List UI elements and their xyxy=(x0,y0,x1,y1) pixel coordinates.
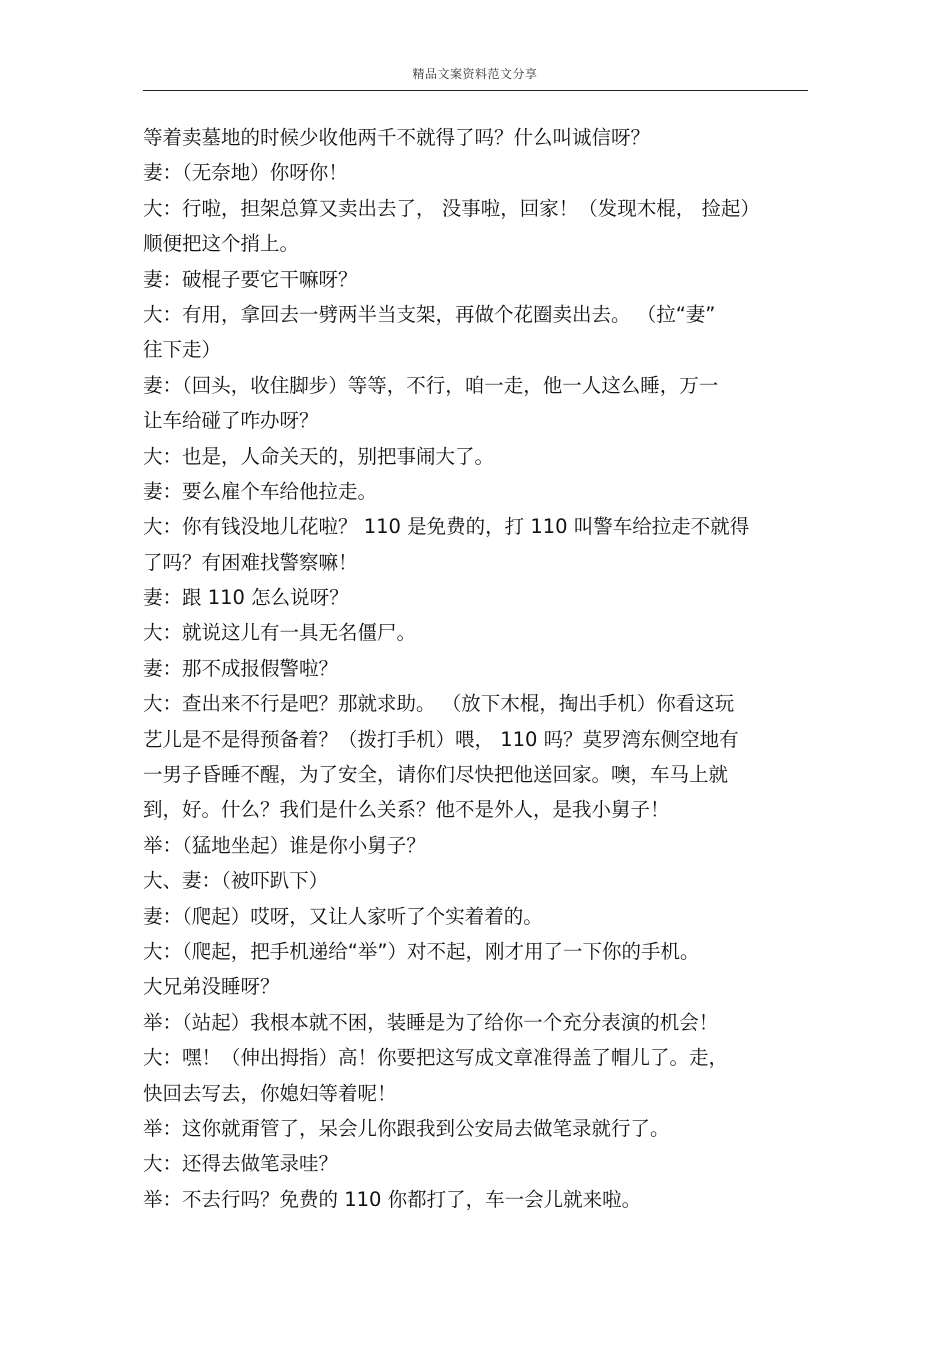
text-line: 往下走） xyxy=(143,338,222,362)
header-divider xyxy=(143,90,808,91)
text-line: 大：你有钱没地儿花啦？ 110 是免费的，打 110 叫警车给拉走不就得 xyxy=(143,515,750,539)
text-line: 等着卖墓地的时候少收他两千不就得了吗？什么叫诚信呀？ xyxy=(143,126,651,149)
text-line: 大：行啦，担架总算又卖出去了， 没事啦，回家！（发现木棍， 捡起） xyxy=(143,196,760,220)
text-line: 一男子昏睡不醒，为了安全，请你们尽快把他送回家。噢，车马上就 xyxy=(143,763,729,787)
page-header: 精品文案资料范文分享 xyxy=(412,67,538,81)
text-line: 大：查出来不行是吧？那就求助。 （放下木棍，掏出手机）你看这玩 xyxy=(143,692,735,716)
text-line: 大：有用，拿回去一劈两半当支架，再做个花圈卖出去。 （拉“妻” xyxy=(143,302,716,326)
text-line: 举：（站起）我根本就不困，装睡是为了给你一个充分表演的机会！ xyxy=(143,1010,719,1034)
text-line: 大：也是，人命关天的，别把事闹大了。 xyxy=(143,444,495,468)
text-line: 大：（爬起，把手机递给“举”）对不起，刚才用了一下你的手机。 xyxy=(143,939,700,963)
text-line: 了吗？有困难找警察嘛！ xyxy=(143,550,358,574)
text-line: 快回去写去，你媳妇等着呢！ xyxy=(143,1081,397,1105)
text-line: 让车给碰了咋办呀？ xyxy=(143,409,319,433)
text-line: 到，好。什么？我们是什么关系？他不是外人，是我小舅子！ xyxy=(143,798,670,822)
text-line: 妻：那不成报假警啦？ xyxy=(143,656,339,680)
text-line: 举：（猛地坐起）谁是你小舅子？ xyxy=(143,833,426,857)
text-line: 大、妻：（被吓趴下） xyxy=(143,869,329,893)
text-line: 举：这你就甭管了，呆会儿你跟我到公安局去做笔录就行了。 xyxy=(143,1116,670,1140)
text-line: 妻：（回头，收住脚步）等等，不行，咱一走，他一人这么睡，万一 xyxy=(143,373,719,397)
text-line: 举：不去行吗？免费的 110 你都打了，车一会儿就来啦。 xyxy=(143,1187,642,1211)
text-line: 大：就说这儿有一具无名僵尸。 xyxy=(143,621,417,645)
text-line: 妻：要么雇个车给他拉走。 xyxy=(143,479,378,503)
text-line: 顺便把这个捎上。 xyxy=(143,232,300,256)
text-line: 妻：跟 110 怎么说呀？ xyxy=(143,586,349,610)
text-line: 大兄弟没睡呀？ xyxy=(143,975,280,999)
text-line: 大：嘿！（伸出拇指）高！你要把这写成文章准得盖了帽儿了。走， xyxy=(143,1046,729,1070)
text-line: 妻：（爬起）哎呀，又让人家听了个实着着的。 xyxy=(143,904,543,928)
text-line: 艺儿是不是得预备着？（拨打手机）喂， 110 吗？莫罗湾东侧空地有 xyxy=(143,727,739,751)
script-body xyxy=(143,120,808,1217)
text-line: 大：还得去做笔录哇？ xyxy=(143,1152,339,1176)
text-line: 妻：破棍子要它干嘛呀？ xyxy=(143,267,358,291)
text-line: 妻：（无奈地）你呀你！ xyxy=(143,161,348,185)
